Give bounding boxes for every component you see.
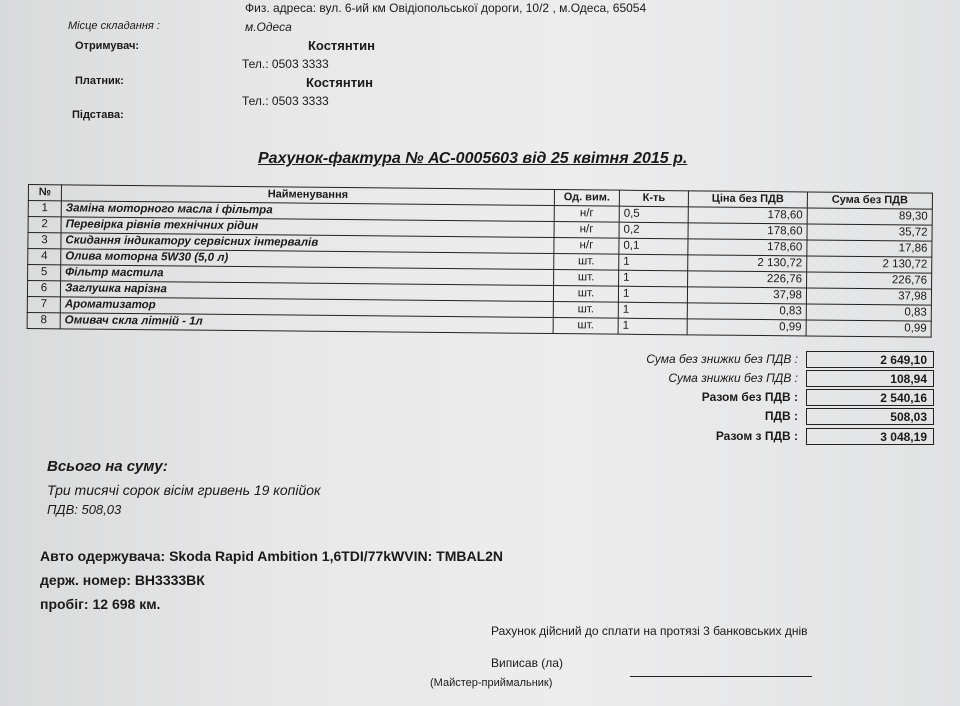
plate-line: держ. номер: ВН3333ВК xyxy=(40,572,205,588)
row-qty: 0,5 xyxy=(619,206,688,223)
row-price: 178,60 xyxy=(688,239,807,256)
row-unit: шт. xyxy=(553,318,618,335)
row-sum: 89,30 xyxy=(807,208,932,225)
row-price: 178,60 xyxy=(688,207,807,224)
recipient-phone: Тел.: 0503 3333 xyxy=(242,57,329,71)
row-name: Олива моторна 5W30 (5,0 л) xyxy=(61,249,554,270)
row-sum: 35,72 xyxy=(807,224,932,241)
master-label: (Майстер-приймальник) xyxy=(430,677,553,689)
row-sum: 37,98 xyxy=(806,288,931,305)
total-sum-label: Всього на суму: xyxy=(47,458,168,475)
vat-label: ПДВ : xyxy=(764,409,798,423)
row-price: 226,76 xyxy=(688,271,807,288)
row-sum: 0,99 xyxy=(806,320,931,337)
row-name: Заглушка нарізна xyxy=(60,281,553,302)
row-qty: 1 xyxy=(619,254,688,271)
row-num: 5 xyxy=(28,265,61,281)
row-unit: шт. xyxy=(554,270,619,287)
place-value: м.Одеса xyxy=(245,20,292,34)
no-discount-value: 2 649,10 xyxy=(806,351,934,368)
col-qty: К-ть xyxy=(619,190,688,207)
invoice-title: Рахунок-фактура № АС-0005603 від 25 квітня 2015 р. xyxy=(258,150,688,167)
place-label: Місце складання : xyxy=(68,20,160,32)
row-price: 0,99 xyxy=(687,319,806,336)
payer-name: Костянтин xyxy=(306,75,373,90)
mileage-line: пробіг: 12 698 км. xyxy=(40,596,161,612)
row-qty: 1 xyxy=(618,302,687,319)
items-table xyxy=(27,184,933,338)
row-unit: шт. xyxy=(553,302,618,319)
row-num: 1 xyxy=(28,201,61,217)
total-no-vat-label: Разом без ПДВ : xyxy=(701,390,798,404)
col-sum: Сума без ПДВ xyxy=(807,192,932,209)
row-name: Фільтр мастила xyxy=(61,265,554,286)
row-unit: н/г xyxy=(554,238,619,255)
row-sum: 226,76 xyxy=(806,272,931,289)
row-price: 37,98 xyxy=(687,287,806,304)
row-num: 7 xyxy=(27,296,60,312)
row-name: Омивач скла літній - 1л xyxy=(60,313,553,334)
row-unit: н/г xyxy=(554,222,619,239)
row-qty: 1 xyxy=(619,270,688,287)
validity-text: Рахунок дійсний до сплати на протязі 3 банковських днів xyxy=(491,624,808,638)
total-sum-words: Три тисячі сорок вісім гривень 19 копійок xyxy=(47,482,321,498)
row-sum: 17,86 xyxy=(807,240,932,257)
payer-label: Платник: xyxy=(75,75,124,87)
row-num: 2 xyxy=(28,217,61,233)
row-name: Скидання індикатору сервісних інтервалів xyxy=(61,233,554,254)
row-qty: 0,2 xyxy=(619,222,688,239)
row-name: Перевірка рівнів технічних рідин xyxy=(61,217,554,238)
address-line: Физ. адреса: вул. 6-ий км Овідіопольської дороги, 10/2 , м.Одеса, 65054 xyxy=(245,1,647,15)
row-qty: 1 xyxy=(618,286,687,303)
vat-value: 508,03 xyxy=(806,408,934,425)
recipient-name: Костянтин xyxy=(308,38,375,53)
total-no-vat-value: 2 540,16 xyxy=(806,389,934,406)
col-price: Ціна без ПДВ xyxy=(688,191,807,208)
row-name: Заміна моторного масла і фільтра xyxy=(61,201,554,222)
col-unit: Од. вим. xyxy=(554,190,619,207)
row-price: 0,83 xyxy=(687,303,806,320)
car-line: Авто одержувача: Skoda Rapid Ambition 1,6TDI/77kWVIN: TMBAL2N xyxy=(40,548,504,564)
row-price: 178,60 xyxy=(688,223,807,240)
row-sum: 2 130,72 xyxy=(807,256,932,273)
row-qty: 1 xyxy=(618,318,687,335)
total-vat-label: Разом з ПДВ : xyxy=(715,429,798,443)
payer-phone: Тел.: 0503 3333 xyxy=(242,94,329,108)
row-qty: 0,1 xyxy=(619,238,688,255)
row-num: 6 xyxy=(27,281,60,297)
row-sum: 0,83 xyxy=(806,304,931,321)
row-num: 3 xyxy=(28,233,61,249)
col-name: Найменування xyxy=(61,185,554,206)
row-unit: шт. xyxy=(553,286,618,303)
issued-by-label: Виписав (ла) xyxy=(491,656,563,670)
vat-line: ПДВ: 508,03 xyxy=(47,502,122,517)
discount-value: 108,94 xyxy=(806,370,934,387)
col-num: № xyxy=(28,185,61,201)
row-name: Ароматизатор xyxy=(60,297,553,318)
total-vat-value: 3 048,19 xyxy=(806,428,934,445)
row-price: 2 130,72 xyxy=(688,255,807,272)
signature-line xyxy=(630,676,812,677)
row-num: 4 xyxy=(28,249,61,265)
recipient-label: Отримувач: xyxy=(75,40,140,52)
no-discount-label: Сума без знижки без ПДВ : xyxy=(646,352,798,366)
discount-label: Сума знижки без ПДВ : xyxy=(668,371,798,385)
row-num: 8 xyxy=(27,312,60,328)
row-unit: шт. xyxy=(554,254,619,271)
basis-label: Підстава: xyxy=(72,109,124,121)
row-unit: н/г xyxy=(554,206,619,223)
